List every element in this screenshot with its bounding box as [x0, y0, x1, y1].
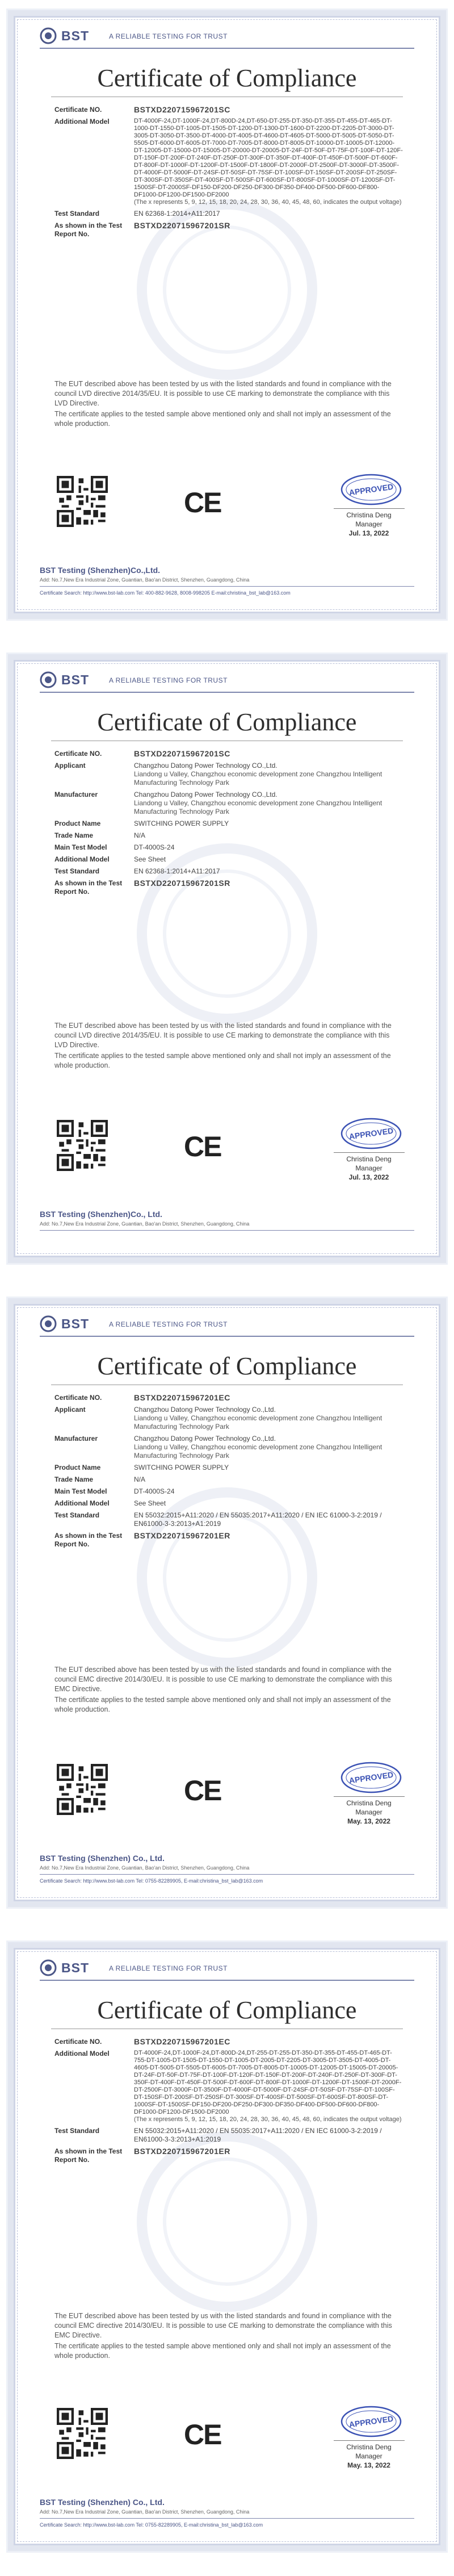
- tagline: A RELIABLE TESTING FOR TRUST: [109, 1964, 228, 1972]
- certificate-title: Certificate of Compliance: [97, 708, 357, 736]
- field-test-report-no: As shown in the Test Report No. BSTXD220715967201SR: [54, 879, 230, 896]
- header: [40, 669, 414, 692]
- footer: BST Testing (Shenzhen) Co., Ltd. Add: No.7,New Era Industrial Zone, Guantian, Bao'an District, Shenzhen, Guangdong, China Certificate Search: http://www.bst-lab.com Tel: 0755-82289905, E-mail:christina_bst_lab@163.com: [40, 2498, 414, 2528]
- signer-block: Christina Deng Manager May. 13, 2022: [346, 1799, 392, 1825]
- field-test-report-no: As shown in the Test Report No. BSTXD220715967201SR: [54, 221, 230, 238]
- header-divider: [40, 1336, 414, 1337]
- field-test-report-no: As shown in the Test Report No. BSTXD220715967201ER: [54, 2147, 230, 2164]
- tagline: A RELIABLE TESTING FOR TRUST: [109, 32, 228, 40]
- signer-block: Christina Deng Manager Jul. 13, 2022: [346, 511, 392, 537]
- certificate-3: [0, 1288, 454, 1917]
- ce-mark: CE: [184, 1131, 221, 1162]
- certificate-title: Certificate of Compliance: [97, 1996, 357, 2024]
- certificate-1: [0, 0, 454, 629]
- ce-mark: CE: [184, 487, 221, 518]
- svg-text:APPROVED: APPROVED: [348, 1770, 394, 1785]
- bst-logo-icon: [40, 1315, 57, 1332]
- certificate-title: Certificate of Compliance: [97, 64, 357, 92]
- field-certificate-no: Certificate NO. BSTXD220715967201EC: [54, 1393, 230, 1402]
- field-test-standard: Test Standard EN 62368-1:2014+A11:2017: [54, 210, 220, 218]
- field-additional-model: Additional Model See Sheet: [54, 855, 166, 863]
- ce-mark: CE: [184, 2419, 221, 2450]
- field-trade-name: Trade Name N/A: [54, 1475, 146, 1483]
- approved-stamp-icon: [339, 1760, 403, 1795]
- header-divider: [40, 1980, 414, 1981]
- header: [40, 1313, 414, 1336]
- signature-line: [334, 2440, 405, 2441]
- signer-block: Christina Deng Manager May. 13, 2022: [346, 2443, 392, 2469]
- qr-code-icon: [57, 1764, 108, 1815]
- field-test-standard: Test Standard EN 62368-1:2014+A11:2017: [54, 867, 220, 875]
- svg-text:APPROVED: APPROVED: [348, 482, 394, 497]
- field-manufacturer: Manufacturer Changzhou Datong Power Technology CO.,Ltd. Liandong u Valley, Changzhou economic development zone Changzhou Intelligent Manufacturing Technology Park: [54, 791, 382, 816]
- field-additional-model: Additional Model DT-4000F-24,DT-1000F-24,DT-800D-24,DT-650-DT-255-DT-350-DT-355-DT-455-DT-465-DT-1000-DT-1550-DT-1005-DT-1505-DT-1200-DT-1300-DT-1600-DT-2200-DT-2205-DT-3000-DT-3005-DT-3050-DT-3500-DT-4000-DT-4005-DT-4600-DT-4605-DT-5000-DT-5005-DT-5050-DT-5505-DT-6000-DT-6005-DT-7000-DT-7005-DT-8000-DT-8005-DT-10000-DT-10005-DT-12000-DT-12005-DT-15000-DT-15005-DT-20000-DT-20005-DT-24F-DT-50F-DT-75F-DT-100F-DT-120F-DT-150F-DT-200F-DT-240F-DT-250F-DT-300F-DT-350F-DT-400F-DT-450F-DT-500F-DT-600F-DT-800F-DT-1000F-DT-1200F-DT-1500F-DT-1800F-DT-2000F-DT-2500F-DT-3000F-DT-3500F-DT-4000F-DT-5000F-DT-24SF-DT-50SF-DT-75SF-DT-100SF-DT-150SF-DT-200SF-DT-250SF-DT-300SF-DT-350SF-DT-400SF-DT-500SF-DT-600SF-DT-800SF-DT-1000SF-DT-1200SF-DT-1500SF-DT-2000SF-DF150-DF200-DF250-DF300-DF350-DF400-DF500-DF600-DF800-DF1000-DF1200-DF1500-DF2000 (The x represents 5, 9, 12, 15, 18, 20, 24, 28, 30, 36, 40, 45, 48, 60, indicates the output voltage): [54, 118, 403, 206]
- certificate-fields: [54, 750, 403, 900]
- compliance-statement: The EUT described above has been tested by us with the listed standards and found in compliance with the council EMC directive 2014/30/EU. It is possible to use CE marking to demonstrate the compliance with this EMC Directive. The certificate applies to the tested sample above mentioned only and shall not imply an assessment of the whole production.: [54, 2312, 392, 2360]
- field-test-report-no: As shown in the Test Report No. BSTXD220715967201ER: [54, 1531, 230, 1548]
- certificate-fields: [54, 1394, 403, 1552]
- approved-stamp-icon: [339, 472, 403, 507]
- bst-logo-icon: [40, 27, 57, 44]
- qr-code-icon: [57, 1120, 108, 1171]
- field-test-standard: Test Standard EN 55032:2015+A11:2020 / EN 55035:2017+A11:2020 / EN IEC 61000-3-2:2019 / EN61000-3-3:2013+A1:2019: [54, 2127, 382, 2143]
- bst-logo-icon: [40, 671, 57, 688]
- certificate-2: [0, 644, 454, 1273]
- ce-mark: CE: [184, 1775, 221, 1806]
- tagline: A RELIABLE TESTING FOR TRUST: [109, 676, 228, 684]
- field-main-test-model: Main Test Model DT-4000S-24: [54, 843, 175, 851]
- compliance-statement: The EUT described above has been tested by us with the listed standards and found in compliance with the council LVD directive 2014/35/EU. It is possible to use CE marking to demonstrate the compliance with this LVD Directive. The certificate applies to the tested sample above mentioned only and shall not imply an assessment of the whole production.: [54, 1022, 392, 1069]
- qr-code-icon: [57, 476, 108, 527]
- bst-logo-icon: [40, 1959, 57, 1976]
- approved-stamp-icon: [339, 2404, 403, 2439]
- footer: BST Testing (Shenzhen)Co., Ltd. Add: No.7,New Era Industrial Zone, Guantian, Bao'an District, Shenzhen, Guangdong, China: [40, 1210, 414, 1231]
- field-product-name: Product Name SWITCHING POWER SUPPLY: [54, 1463, 229, 1471]
- compliance-statement: The EUT described above has been tested by us with the listed standards and found in compliance with the council LVD directive 2014/35/EU. It is possible to use CE marking to demonstrate the compliance with this LVD Directive. The certificate applies to the tested sample above mentioned only and shall not imply an assessment of the whole production.: [54, 380, 392, 428]
- certificate-fields: [54, 2038, 403, 2168]
- field-certificate-no: Certificate NO. BSTXD220715967201SC: [54, 105, 230, 114]
- field-additional-model: Additional Model See Sheet: [54, 1499, 166, 1507]
- brand-name: BST: [61, 28, 89, 43]
- signature-line: [334, 1796, 405, 1797]
- footer: BST Testing (Shenzhen)Co.,Ltd. Add: No.7,New Era Industrial Zone, Guantian, Bao'an District, Shenzhen, Guangdong, China Certificate Search: http://www.bst-lab.com Tel: 400-882-9628, 8008-998205 E-mail:christina_bst_lab@163.com: [40, 566, 414, 596]
- brand-name: BST: [61, 1960, 89, 1975]
- approved-stamp-icon: [339, 1116, 403, 1151]
- certificate-fields: [54, 106, 403, 242]
- field-applicant: Applicant Changzhou Datong Power Technology CO.,Ltd. Liandong u Valley, Changzhou economic development zone Changzhou Intelligent Manufacturing Technology Park: [54, 762, 382, 787]
- field-applicant: Applicant Changzhou Datong Power Technology Co.,Ltd. Liandong u Valley, Changzhou economic development zone Changzhou Intelligent Manufacturing Technology Park: [54, 1406, 382, 1431]
- field-main-test-model: Main Test Model DT-4000S-24: [54, 1487, 175, 1495]
- signature-line: [334, 1152, 405, 1153]
- field-manufacturer: Manufacturer Changzhou Datong Power Technology Co.,Ltd. Liandong u Valley, Changzhou economic development zone Changzhou Intelligent Manufacturing Technology Park: [54, 1435, 382, 1460]
- field-product-name: Product Name SWITCHING POWER SUPPLY: [54, 819, 229, 827]
- field-trade-name: Trade Name N/A: [54, 831, 146, 839]
- qr-code-icon: [57, 2408, 108, 2459]
- signature-line: [334, 508, 405, 509]
- field-additional-model: Additional Model DT-4000F-24,DT-1000F-24,DT-800D-24,DT-255-DT-255-DT-350-DT-355-DT-455-DT-465-DT-755-DT-1005-DT-1505-DT-1550-DT-1005-DT-2005-DT-2205-DT-3005-DT-3505-DT-4005-DT-4605-DT-5005-DT-5505-DT-6005-DT-7005-DT-8005-DT-10005-DT-12005-DT-15005-DT-20005-DT-24F-DT-50F-DT-75F-DT-100F-DT-120F-DT-150F-DT-200F-DT-240F-DT-250F-DT-300F-DT-350F-DT-400F-DT-450F-DT-500F-DT-600F-DT-800F-DT-1000F-DT-1200F-DT-1500F-DT-2000F-DT-2500F-DT-3000F-DT-3500F-DT-4000F-DT-5000F-DT-24SF-DT-50SF-DT-75SF-DT-100SF-DT-150SF-DT-200SF-DT-250SF-DT-300SF-DT-400SF-DT-500SF-DT-600SF-DT-800SF-DT-1000SF-DT-1500SF-DF150-DF200-DF250-DF300-DF350-DF400-DF500-DF600-DF800-DF1000-DF1200-DF1500-DF2000 (The x represents 5, 9, 12, 15, 18, 20, 24, 28, 30, 36, 40, 45, 48, 60, indicates the output voltage): [54, 2050, 402, 2123]
- header: [40, 25, 414, 48]
- certificate-4: [0, 1932, 454, 2561]
- signer-block: Christina Deng Manager Jul. 13, 2022: [346, 1155, 392, 1181]
- footer: BST Testing (Shenzhen) Co., Ltd. Add: No.7,New Era Industrial Zone, Guantian, Bao'an District, Shenzhen, Guangdong, China Certificate Search: http://www.bst-lab.com Tel: 0755-82289905, E-mail:christina_bst_lab@163.com: [40, 1854, 414, 1884]
- field-test-standard: Test Standard EN 55032:2015+A11:2020 / EN 55035:2017+A11:2020 / EN IEC 61000-3-2:2019 / EN61000-3-3:2013+A1:2019: [54, 1511, 382, 1528]
- tagline: A RELIABLE TESTING FOR TRUST: [109, 1320, 228, 1328]
- field-certificate-no: Certificate NO. BSTXD220715967201EC: [54, 2037, 230, 2046]
- field-certificate-no: Certificate NO. BSTXD220715967201SC: [54, 749, 230, 758]
- header: [40, 1957, 414, 1980]
- svg-text:APPROVED: APPROVED: [348, 1126, 394, 1141]
- compliance-statement: The EUT described above has been tested by us with the listed standards and found in compliance with the council EMC directive 2014/30/EU. It is possible to use CE marking to demonstrate the compliance with this EMC Directive. The certificate applies to the tested sample above mentioned only and shall not imply an assessment of the whole production.: [54, 1666, 392, 1713]
- header-divider: [40, 48, 414, 49]
- svg-text:APPROVED: APPROVED: [348, 2414, 394, 2429]
- header-divider: [40, 692, 414, 693]
- brand-name: BST: [61, 672, 89, 687]
- certificate-title: Certificate of Compliance: [97, 1352, 357, 1380]
- brand-name: BST: [61, 1316, 89, 1331]
